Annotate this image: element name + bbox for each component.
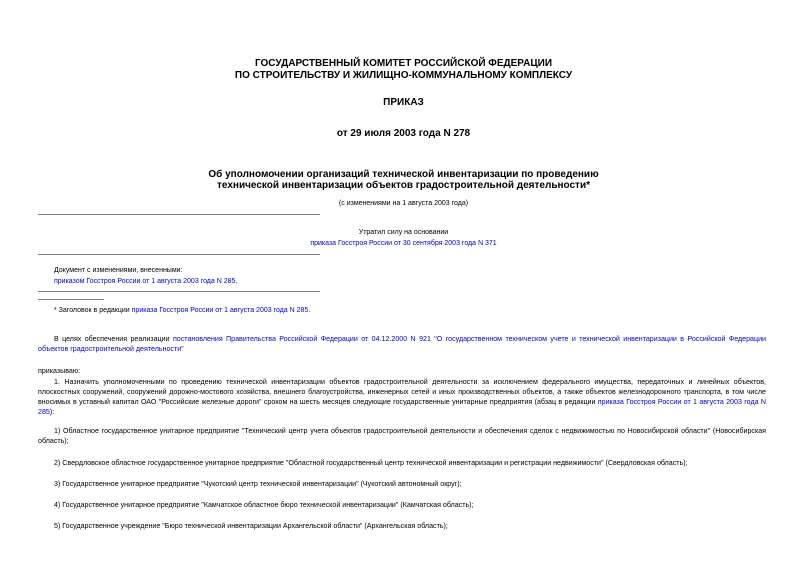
- lost-force-link[interactable]: приказа Госстроя России от 30 сентября 2003 года N 371: [310, 240, 497, 247]
- preamble-prefix: В целях обеспечения реализации: [54, 335, 173, 343]
- document-type: ПРИКАЗ: [383, 97, 424, 108]
- list-item: 4) Государственное унитарное предприятие "Камчатское областное бюро технической инвентаризации" (Камчатская область);: [54, 501, 474, 509]
- divider: [38, 214, 320, 215]
- title-line-1: Об уполномочении организаций технической инвентаризации по проведению: [208, 169, 599, 180]
- amend-link[interactable]: приказом Госстроя России от 1 августа 2003 года N 285: [54, 278, 236, 285]
- issuer-line-2: ПО СТРОИТЕЛЬСТВУ И ЖИЛИЩНО-КОММУНАЛЬНОМУ КОМПЛЕКСУ: [234, 70, 573, 81]
- amend-box-top-rule: [38, 254, 320, 255]
- list-item: 3) Государственное унитарное предприятие "Чукотский центр технической инвентаризации" (Чукотский автономный округ);: [54, 480, 462, 488]
- title-line-2: технической инвентаризации объектов градостроительной деятельности*: [217, 180, 590, 191]
- list-item: 2) Свердловское областное государственное унитарное предприятие "Областной государственный центр технической инвентаризации и регистрации недвижимости" (Свердловская область);: [54, 459, 688, 467]
- amend-box-entry: [54, 277, 237, 286]
- footnote-suffix: .: [308, 307, 311, 314]
- footnote-prefix: * Заголовок в редакции: [54, 307, 132, 314]
- date-and-number: от 29 июля 2003 года N 278: [336, 128, 471, 139]
- footnote: [54, 306, 310, 315]
- item-1-suffix: ):: [49, 408, 55, 416]
- changes-note: (с изменениями на 1 августа 2003 года): [338, 200, 469, 207]
- item-1-text: 1. Назначить уполномоченными по проведению технической инвентаризации объектов градостроительной деятельности за исключением федерального имущества, передаточных и линейных объектов, плоскостных сооружений, сооружений дорожно-мостового хозяйства, внешнего благоустройства, инженерных сетей и иных производственных объектов, а также объектов железнодорожного транспорта, в том числе вносимых в уставный капитал ОАО "Российские железные дороги" сроком на шесть месяцев следующие государственные унитарные предприятия (абзац в редакции: [38, 378, 766, 406]
- item-1-link[interactable]: приказа Госстроя России от 1 августа 2003 года N 285: [38, 398, 767, 416]
- list-item: 5) Государственное учреждение "Бюро технической инвентаризации Архангельской области" (Архангельская область);: [54, 522, 448, 530]
- footnote-rule: [38, 299, 104, 300]
- order-word: приказываю:: [38, 367, 81, 375]
- amend-box-label: Документ с изменениями, внесенными:: [54, 267, 183, 274]
- amend-box-bottom-rule: [38, 291, 320, 292]
- lost-force-note: Утратил силу на основании: [358, 229, 449, 236]
- preamble-link[interactable]: постановления Правительства Российской Федерации от 04.12.2000 N 921 "О государственном техническом учете и технической инвентаризации в Российской Федерации объектов градостроительной деятельности": [38, 335, 766, 353]
- item-1-paragraph: [38, 377, 766, 417]
- preamble-paragraph: [38, 334, 766, 354]
- list-item: 1) Областное государственное унитарное предприятие "Технический центр учета объектов градостроительной деятельности и обеспечения сделок с недвижимостью по Новосибирской области" (Новосибирская область);: [38, 427, 766, 445]
- amend-dot: .: [235, 278, 238, 285]
- issuer-line-1: ГОСУДАРСТВЕННЫЙ КОМИТЕТ РОССИЙСКОЙ ФЕДЕРАЦИИ: [254, 58, 553, 69]
- footnote-link[interactable]: приказа Госстроя России от 1 августа 2003 года N 285: [131, 307, 309, 314]
